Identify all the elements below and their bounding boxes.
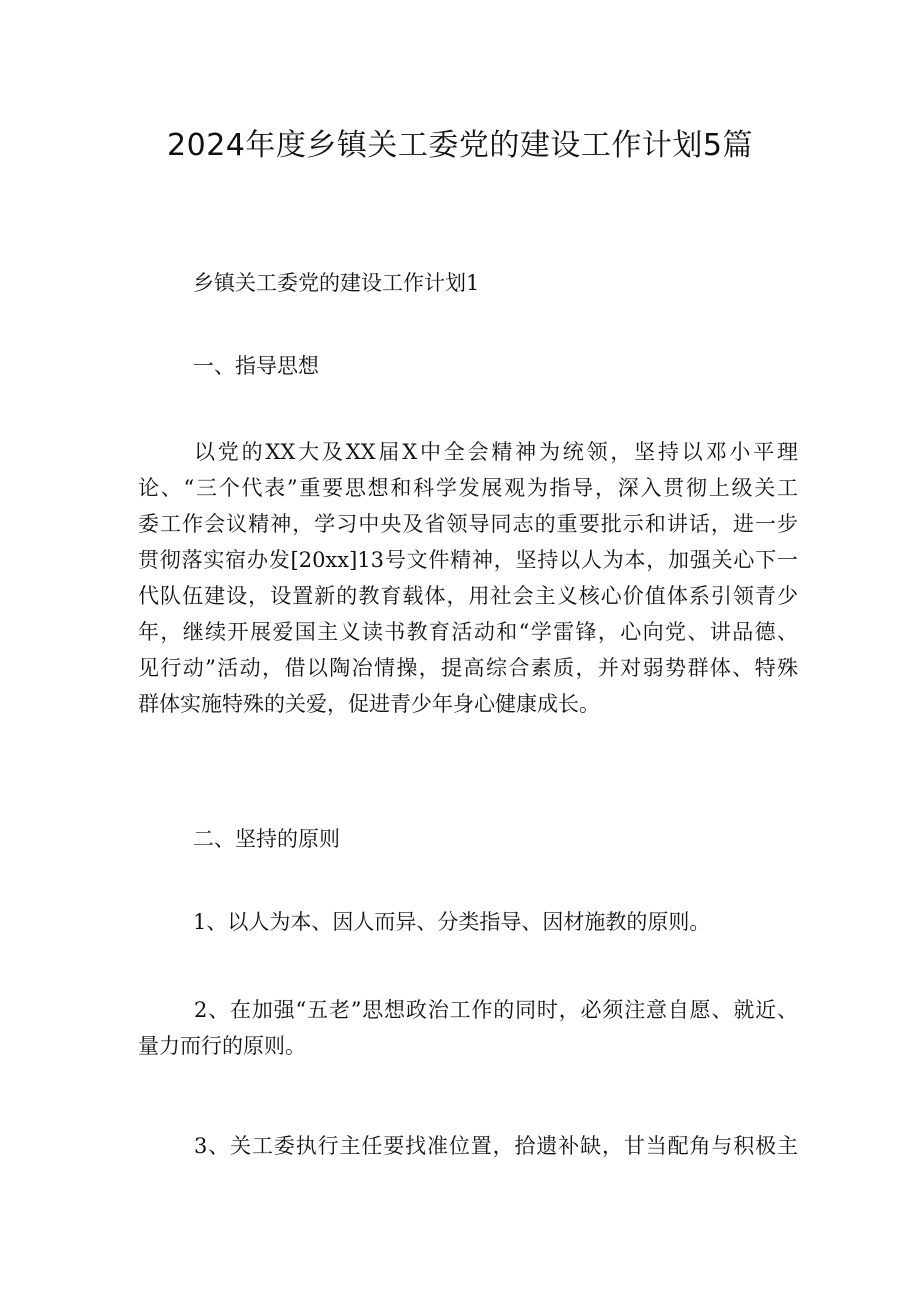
paragraph-line: 以党的XX大及XX届X中全会精神为统领，坚持以邓小平理 xyxy=(194,440,798,464)
principle-item-2 xyxy=(138,992,798,1064)
paragraph-line: 3、关工委执行主任要找准位置，拾遗补缺，甘当配角与积极主 xyxy=(194,1134,798,1158)
section-heading-guiding-ideology: 一、指导思想 xyxy=(193,354,319,378)
plan-subtitle: 乡镇关工委党的建设工作计划1 xyxy=(193,271,480,295)
guiding-ideology-paragraph xyxy=(138,434,798,722)
principle-item-1: 1、以人为本、因人而异、分类指导、因材施教的原则。 xyxy=(193,910,711,934)
paragraph-line: 贯彻落实宿办发[20xx]13号文件精神，坚持以人为本，加强关心下一 xyxy=(138,548,798,572)
principle-item-3 xyxy=(138,1128,798,1164)
paragraph-line: 群体实施特殊的关爱，促进青少年身心健康成长。 xyxy=(138,692,600,716)
paragraph-line: 论、“三个代表”重要思想和科学发展观为指导，深入贯彻上级关工 xyxy=(138,476,798,500)
paragraph-line: 委工作会议精神，学习中央及省领导同志的重要批示和讲话，进一步 xyxy=(138,512,798,536)
section-heading-principles: 二、坚持的原则 xyxy=(193,827,340,851)
document-title: 2024年度乡镇关工委党的建设工作计划5篇 xyxy=(167,128,753,163)
paragraph-line: 见行动”活动，借以陶冶情操，提高综合素质，并对弱势群体、特殊 xyxy=(138,656,798,680)
paragraph-line: 年，继续开展爱国主义读书教育活动和“学雷锋，心向党、讲品德、 xyxy=(138,620,798,644)
paragraph-line: 2、在加强“五老”思想政治工作的同时，必须注意自愿、就近、 xyxy=(194,998,798,1022)
paragraph-line: 量力而行的原则。 xyxy=(138,1034,306,1058)
paragraph-line: 代队伍建设，设置新的教育载体，用社会主义核心价值体系引领青少 xyxy=(138,584,798,608)
